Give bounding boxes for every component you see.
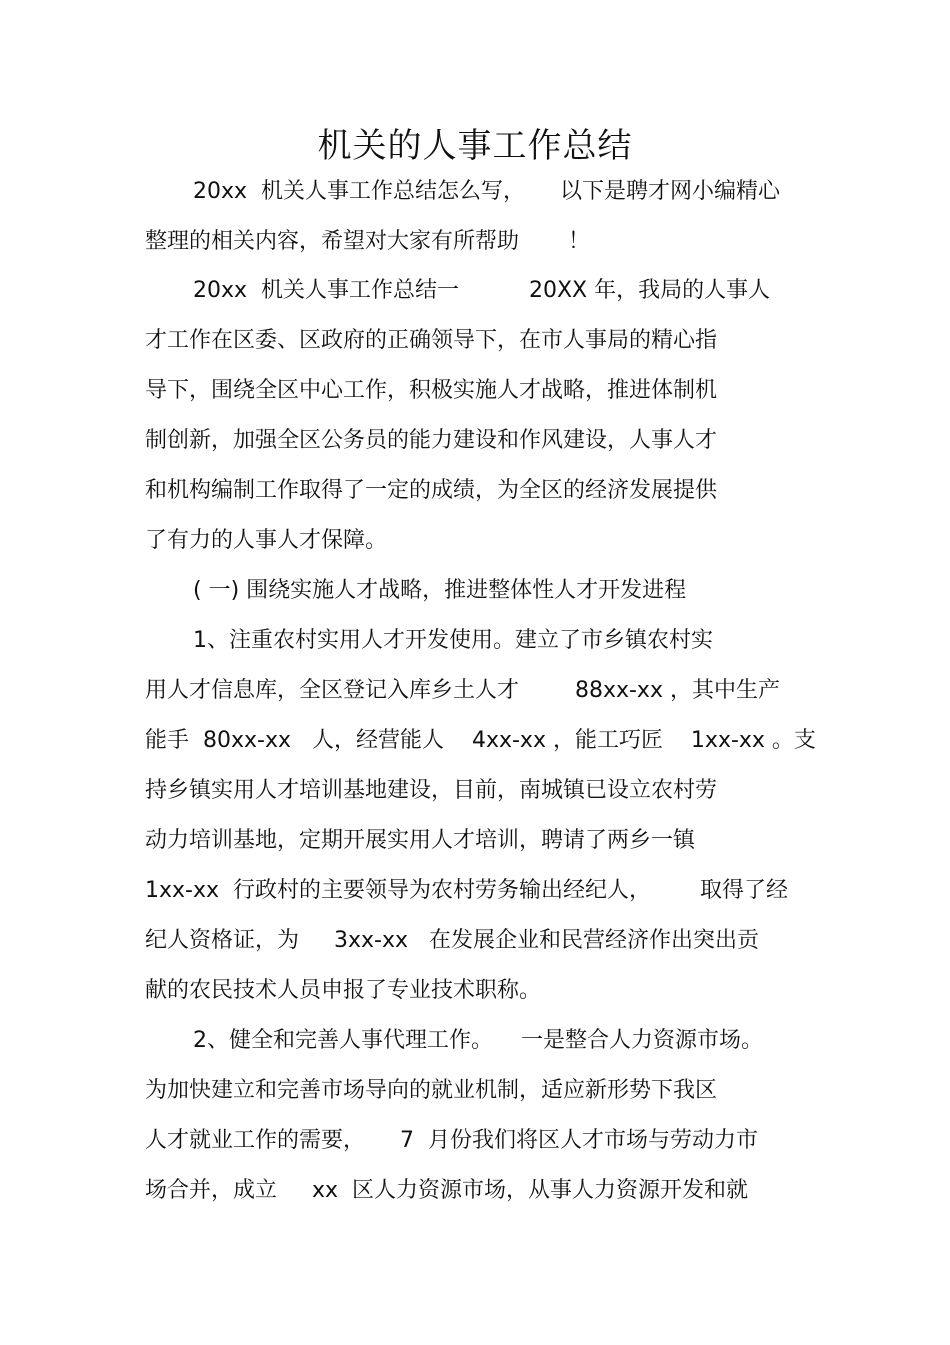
- section-heading: ( 一) 围绕实施人才战略，推进整体性人才开发进程: [193, 578, 687, 603]
- paragraph-line: 整理的相关内容，希望对大家有所帮助 ！: [145, 229, 590, 254]
- paragraph-line: 为加快建立和完善市场导向的就业机制，适应新形势下我区: [145, 1078, 718, 1103]
- paragraph-line: 用人才信息库，全区登记入库乡土人才 88xx-xx ，其中生产: [145, 678, 780, 703]
- paragraph-line: 了有力的人事人才保障。: [145, 528, 388, 553]
- paragraph-line: 制创新，加强全区公务员的能力建设和作风建设，人事人才: [145, 428, 718, 453]
- paragraph-line: 人才就业工作的需要， 7 月份我们将区人才市场与劳动力市: [145, 1128, 758, 1153]
- paragraph-line: 能手 80xx-xx 人，经营能人 4xx-xx ，能工巧匠 1xx-xx 。支: [145, 728, 816, 753]
- paragraph-line: 20xx 机关人事工作总结怎么写， 以下是聘才网小编精心: [193, 179, 780, 204]
- paragraph-line: 1、注重农村实用人才开发使用。建立了市乡镇农村实: [193, 628, 713, 653]
- paragraph-line: 导下，围绕全区中心工作，积极实施人才战略，推进体制机: [145, 378, 718, 403]
- paragraph-line: 20xx 机关人事工作总结一 20XX 年，我局的人事人: [193, 278, 771, 303]
- paragraph-line: 2、健全和完善人事代理工作。 一是整合人力资源市场。: [193, 1028, 763, 1053]
- paragraph-line: 动力培训基地，定期开展实用人才培训，聘请了两乡一镇: [145, 828, 696, 853]
- paragraph-line: 1xx-xx 行政村的主要领导为农村劳务输出经纪人， 取得了经: [145, 878, 788, 903]
- paragraph-line: 持乡镇实用人才培训基地建设，目前，南城镇已设立农村劳: [145, 778, 718, 803]
- paragraph-line: 才工作在区委、区政府的正确领导下，在市人事局的精心指: [145, 328, 718, 353]
- paragraph-line: 场合并，成立 xx 区人力资源市场，从事人力资源开发和就: [145, 1178, 748, 1203]
- document-title: 机关的人事工作总结: [317, 126, 633, 166]
- paragraph-line: 献的农民技术人员申报了专业技术职称。: [145, 978, 542, 1003]
- paragraph-line: 和机构编制工作取得了一定的成绩，为全区的经济发展提供: [145, 478, 718, 503]
- paragraph-line: 纪人资格证，为 3xx-xx 在发展企业和民营经济作出突出贡: [145, 928, 759, 953]
